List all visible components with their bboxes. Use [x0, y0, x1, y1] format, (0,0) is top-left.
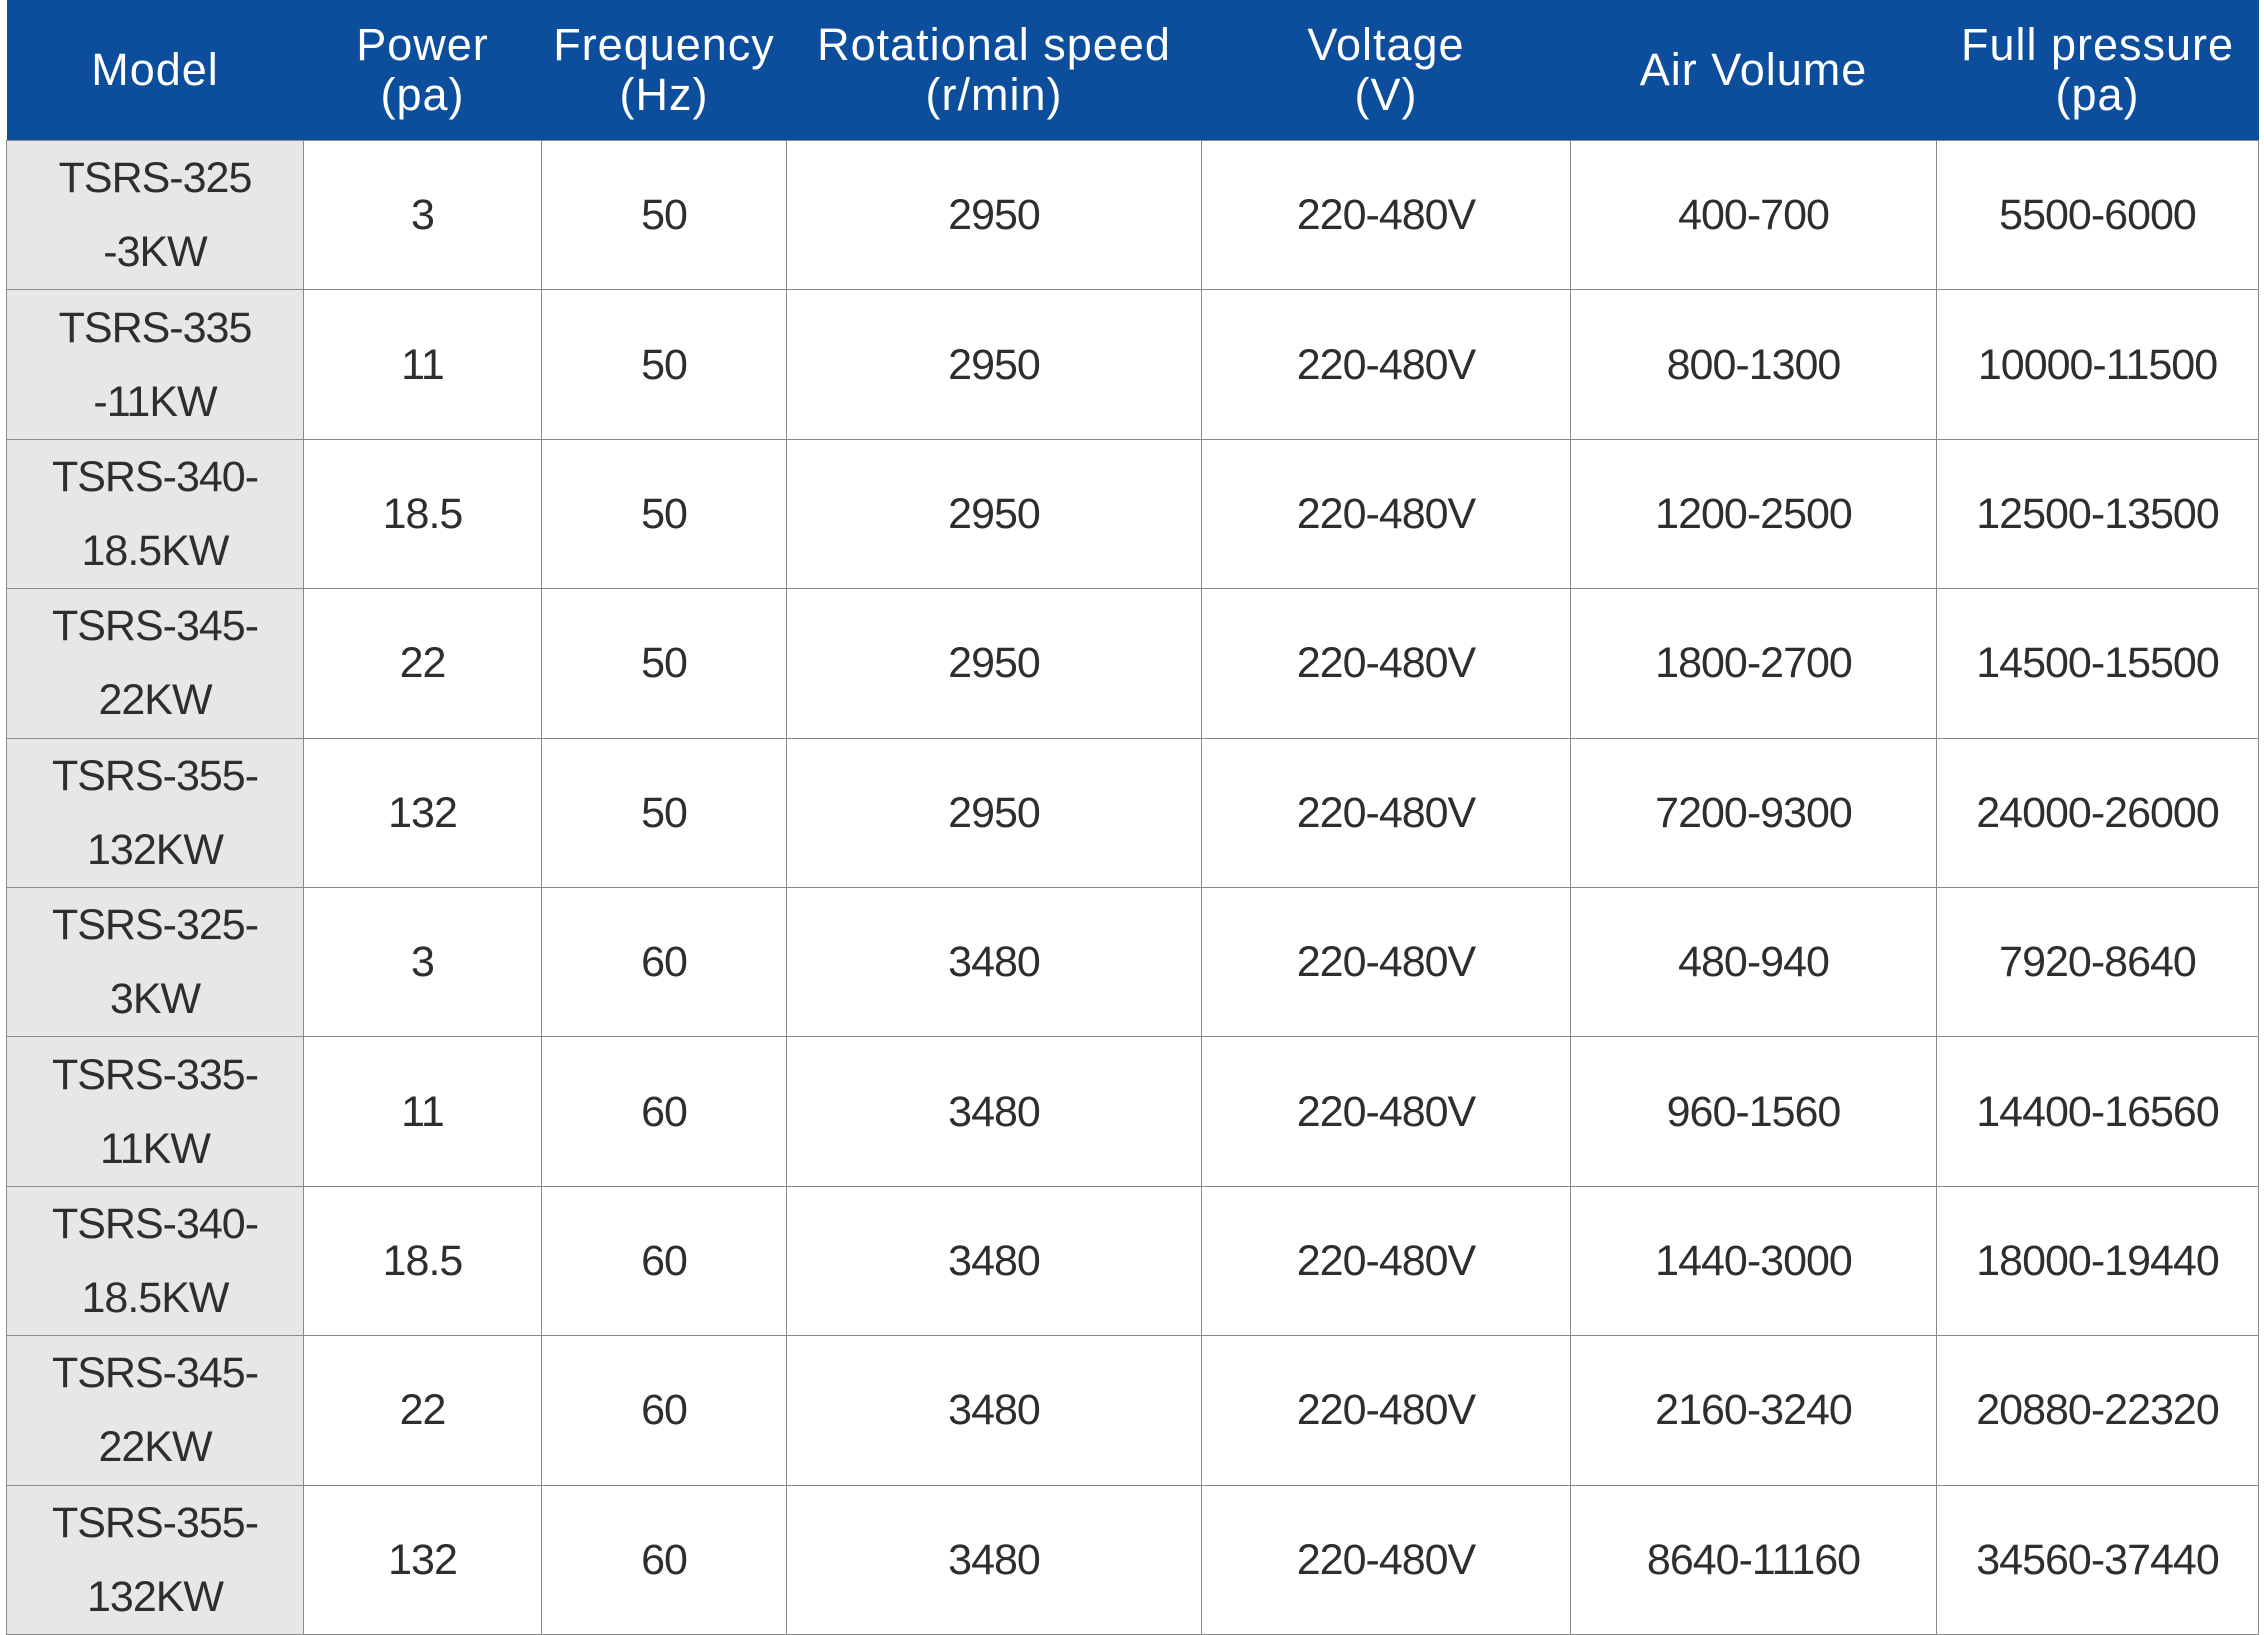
model-cell	[7, 887, 304, 1036]
table-row	[7, 1186, 2259, 1335]
header-label: Rotational speed	[817, 19, 1171, 70]
power-cell: 18.5	[304, 1186, 542, 1335]
table-row	[7, 141, 2259, 290]
model-cell	[7, 141, 304, 290]
voltage-cell: 220-480V	[1202, 1485, 1571, 1634]
rotational-speed-cell: 2950	[787, 738, 1202, 887]
voltage-cell: 220-480V	[1202, 141, 1571, 290]
model-cell	[7, 738, 304, 887]
air-volume-cell: 800-1300	[1571, 290, 1937, 439]
model-line: TSRS-345-	[51, 1349, 259, 1398]
model-line: TSRS-345-	[51, 602, 259, 651]
header-frequency	[542, 0, 787, 141]
model-line: 11KW	[100, 1124, 210, 1173]
air-volume-cell: 480-940	[1571, 887, 1937, 1036]
table-row	[7, 738, 2259, 887]
model-line: TSRS-325-	[51, 901, 259, 950]
full-pressure-cell: 5500-6000	[1937, 141, 2259, 290]
frequency-cell: 50	[542, 589, 787, 738]
power-cell: 22	[304, 1336, 542, 1485]
header-unit: (V)	[1354, 69, 1418, 120]
rotational-speed-cell: 3480	[787, 1037, 1202, 1186]
frequency-cell: 60	[542, 1336, 787, 1485]
power-cell: 3	[304, 887, 542, 1036]
power-cell: 3	[304, 141, 542, 290]
power-cell: 132	[304, 1485, 542, 1634]
table-row	[7, 1037, 2259, 1186]
header-label: Air Volume	[1639, 44, 1868, 95]
header-label: Voltage	[1307, 19, 1465, 70]
air-volume-cell: 1440-3000	[1571, 1186, 1937, 1335]
full-pressure-cell: 20880-22320	[1937, 1336, 2259, 1485]
header-row	[7, 0, 2259, 141]
full-pressure-cell: 24000-26000	[1937, 738, 2259, 887]
model-line: TSRS-325	[58, 154, 252, 203]
model-line: 22KW	[98, 1423, 212, 1472]
model-line: TSRS-335-	[51, 1050, 259, 1099]
power-cell: 132	[304, 738, 542, 887]
model-line: 132KW	[86, 825, 223, 874]
full-pressure-cell: 10000-11500	[1937, 290, 2259, 439]
model-line: 22KW	[98, 676, 212, 725]
model-cell	[7, 1186, 304, 1335]
table-row	[7, 290, 2259, 439]
header-air-volume	[1571, 0, 1937, 141]
air-volume-cell: 960-1560	[1571, 1037, 1937, 1186]
power-cell: 22	[304, 589, 542, 738]
frequency-cell: 60	[542, 887, 787, 1036]
frequency-cell: 50	[542, 439, 787, 588]
power-cell: 18.5	[304, 439, 542, 588]
header-voltage	[1202, 0, 1571, 141]
header-label: Full pressure	[1960, 19, 2235, 70]
air-volume-cell: 8640-11160	[1571, 1485, 1937, 1634]
model-line: TSRS-355-	[51, 751, 259, 800]
header-power	[304, 0, 542, 141]
voltage-cell: 220-480V	[1202, 1336, 1571, 1485]
frequency-cell: 60	[542, 1186, 787, 1335]
rotational-speed-cell: 3480	[787, 887, 1202, 1036]
model-cell	[7, 1485, 304, 1634]
model-cell	[7, 1336, 304, 1485]
header-unit: (Hz)	[619, 69, 709, 120]
header-label: Power	[356, 19, 489, 70]
air-volume-cell: 7200-9300	[1571, 738, 1937, 887]
full-pressure-cell: 14500-15500	[1937, 589, 2259, 738]
model-cell	[7, 290, 304, 439]
rotational-speed-cell: 2950	[787, 290, 1202, 439]
full-pressure-cell: 18000-19440	[1937, 1186, 2259, 1335]
model-cell	[7, 439, 304, 588]
model-line: TSRS-340-	[51, 452, 259, 501]
header-unit: (pa)	[380, 69, 465, 120]
header-unit: (r/min)	[925, 69, 1063, 120]
rotational-speed-cell: 3480	[787, 1336, 1202, 1485]
power-cell: 11	[304, 290, 542, 439]
header-full-pressure	[1937, 0, 2259, 141]
rotational-speed-cell: 2950	[787, 439, 1202, 588]
air-volume-cell: 1800-2700	[1571, 589, 1937, 738]
voltage-cell: 220-480V	[1202, 290, 1571, 439]
model-line: TSRS-340-	[51, 1199, 259, 1248]
frequency-cell: 60	[542, 1485, 787, 1634]
table-row	[7, 589, 2259, 738]
voltage-cell: 220-480V	[1202, 738, 1571, 887]
voltage-cell: 220-480V	[1202, 1186, 1571, 1335]
air-volume-cell: 2160-3240	[1571, 1336, 1937, 1485]
full-pressure-cell: 7920-8640	[1937, 887, 2259, 1036]
rotational-speed-cell: 2950	[787, 141, 1202, 290]
full-pressure-cell: 12500-13500	[1937, 439, 2259, 588]
model-line: -3KW	[103, 228, 207, 277]
voltage-cell: 220-480V	[1202, 589, 1571, 738]
frequency-cell: 50	[542, 290, 787, 439]
model-line: 18.5KW	[81, 1273, 229, 1322]
header-rotational-speed	[787, 0, 1202, 141]
rotational-speed-cell: 2950	[787, 589, 1202, 738]
header-label: Model	[91, 44, 219, 95]
model-line: 132KW	[86, 1572, 223, 1621]
frequency-cell: 50	[542, 141, 787, 290]
voltage-cell: 220-480V	[1202, 439, 1571, 588]
table-row	[7, 887, 2259, 1036]
model-line: 18.5KW	[81, 526, 229, 575]
table-row	[7, 1336, 2259, 1485]
air-volume-cell: 1200-2500	[1571, 439, 1937, 588]
model-line: TSRS-335	[58, 303, 252, 352]
air-volume-cell: 400-700	[1571, 141, 1937, 290]
rotational-speed-cell: 3480	[787, 1485, 1202, 1634]
table-row	[7, 1485, 2259, 1634]
model-line: 3KW	[109, 975, 201, 1024]
header-unit: (pa)	[2055, 69, 2140, 120]
full-pressure-cell: 34560-37440	[1937, 1485, 2259, 1634]
voltage-cell: 220-480V	[1202, 1037, 1571, 1186]
fan-spec-table	[6, 0, 2259, 1635]
model-line: -11KW	[93, 377, 217, 426]
frequency-cell: 60	[542, 1037, 787, 1186]
rotational-speed-cell: 3480	[787, 1186, 1202, 1335]
model-cell	[7, 589, 304, 738]
voltage-cell: 220-480V	[1202, 887, 1571, 1036]
full-pressure-cell: 14400-16560	[1937, 1037, 2259, 1186]
frequency-cell: 50	[542, 738, 787, 887]
model-cell	[7, 1037, 304, 1186]
power-cell: 11	[304, 1037, 542, 1186]
header-model	[7, 0, 304, 141]
model-line: TSRS-355-	[51, 1498, 259, 1547]
table-row	[7, 439, 2259, 588]
header-label: Frequency	[553, 19, 775, 70]
